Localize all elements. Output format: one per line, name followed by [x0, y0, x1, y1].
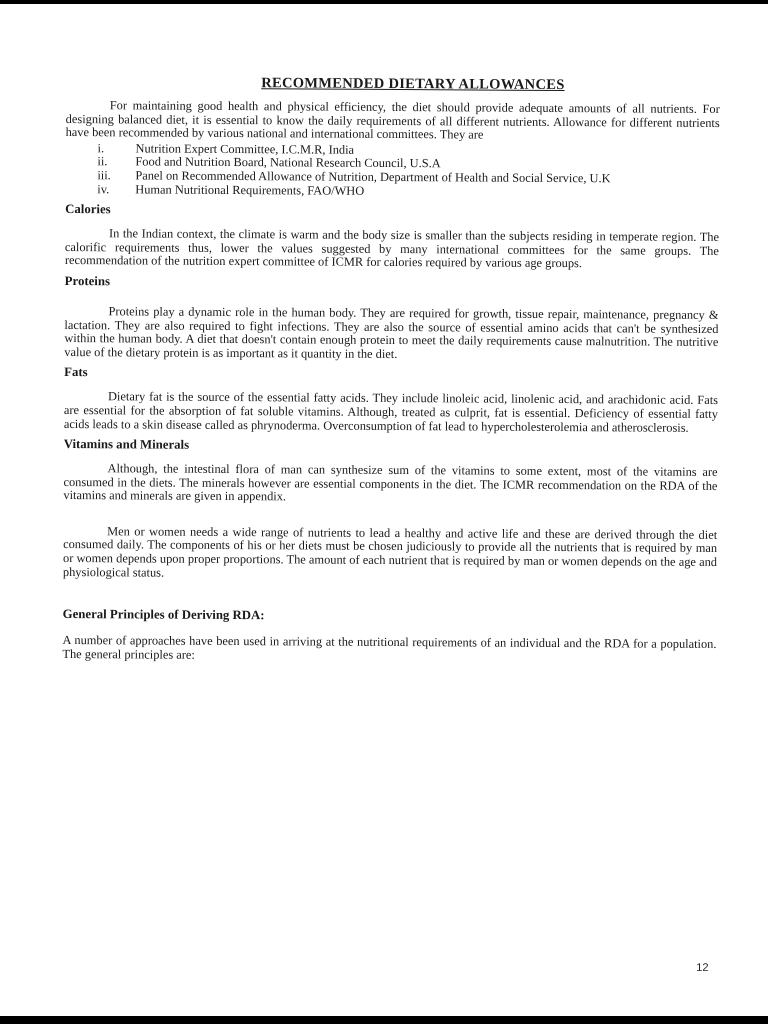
committee-list	[65, 142, 719, 200]
section-heading-proteins: Proteins	[64, 273, 111, 289]
list-item-text: Panel on Recommended Allowance of Nutrition, Department of Health and Social Service, U.K	[135, 168, 611, 186]
calories-paragraph: In the Indian context, the climate is warm and the body size is smaller than the subjects residing in temperate region. The calorific requirements thus, lower the values suggested by many international committees for the same groups. The recommendation of the nutrition expert committee of ICMR for calories required by various age groups.	[64, 226, 720, 271]
principles-paragraph: A number of approaches have been used in arriving at the nutritional requirements of an individual and the RDA for a population. The general principles are:	[62, 633, 717, 662]
list-item-text: Human Nutritional Requirements, FAO/WHO	[135, 181, 365, 198]
list-numeral: ii.	[97, 154, 108, 169]
list-item-text: Food and Nutrition Board, National Research Council, U.S.A	[135, 154, 441, 171]
section-heading-fats: Fats	[64, 365, 88, 380]
bottom-border	[0, 1016, 768, 1024]
nutrients-paragraph: Men or women needs a wide range of nutrients to lead a healthy and active life and these are derived through the diet consumed daily. The components of his or her diets must be chosen judiciously to provide all the nutrients that is required by man or women depends upon proper proportions. The amount of each nutrient that is required by man or women depends on the age and physiological status.	[62, 524, 718, 580]
proteins-paragraph: Proteins play a dynamic role in the human body. They are required for growth, tissue repair, maintenance, pregnancy & lactation. They are also required to fight infections. They are also the source of essential amino acids that can't be synthesized within the human body. A diet that doesn't contain enough protein to meet the daily requirements cause malnutrition. The nutritive value of the dietary protein is as important as it quantity in the diet.	[64, 304, 719, 361]
page-title: RECOMMENDED DIETARY ALLOWANCES	[261, 75, 565, 94]
top-border	[0, 0, 768, 4]
section-heading-vitamins: Vitamins and Minerals	[63, 437, 190, 452]
section-heading-calories: Calories	[65, 202, 111, 217]
intro-paragraph: For maintaining good health and physical efficiency, the diet should provide adequate amounts of all nutrients. For designing balanced diet, it is essential to know the daily requirements of all different nutrients. Allowance for different nutrients have been recommended by various national and international committees. They are	[65, 98, 720, 142]
list-numeral: iii.	[97, 168, 111, 183]
document-page	[60, 70, 720, 994]
fats-paragraph: Dietary fat is the source of the essential fatty acids. They include linoleic acid, linolenic acid, and arachidonic acid. Fats are essential for the absorption of fat soluble vitamins. Although, treated as culprit, fat is essential. Deficiency of essential fatty acids leads to a skin disease called as phrynoderma. Overconsumption of fat lead to hypercholesterolemia and atherosclerosis.	[63, 389, 719, 435]
page-number: 12	[696, 961, 709, 974]
list-numeral: i.	[97, 140, 105, 156]
section-heading-principles: General Principles of Deriving RDA:	[62, 607, 265, 623]
list-numeral: iv.	[97, 181, 110, 196]
list-item	[65, 183, 719, 201]
list-item-text: Nutrition Expert Committee, I.C.M.R, India	[135, 141, 355, 157]
vitamins-paragraph: Although, the intestinal flora of man can synthesize sum of the vitamins to some extent, most of the vitamins are consumed in the diets. The minerals however are essential components in the diet. The ICMR recommendation on the RDA of the vitamins and minerals are given in appendix.	[63, 461, 718, 504]
